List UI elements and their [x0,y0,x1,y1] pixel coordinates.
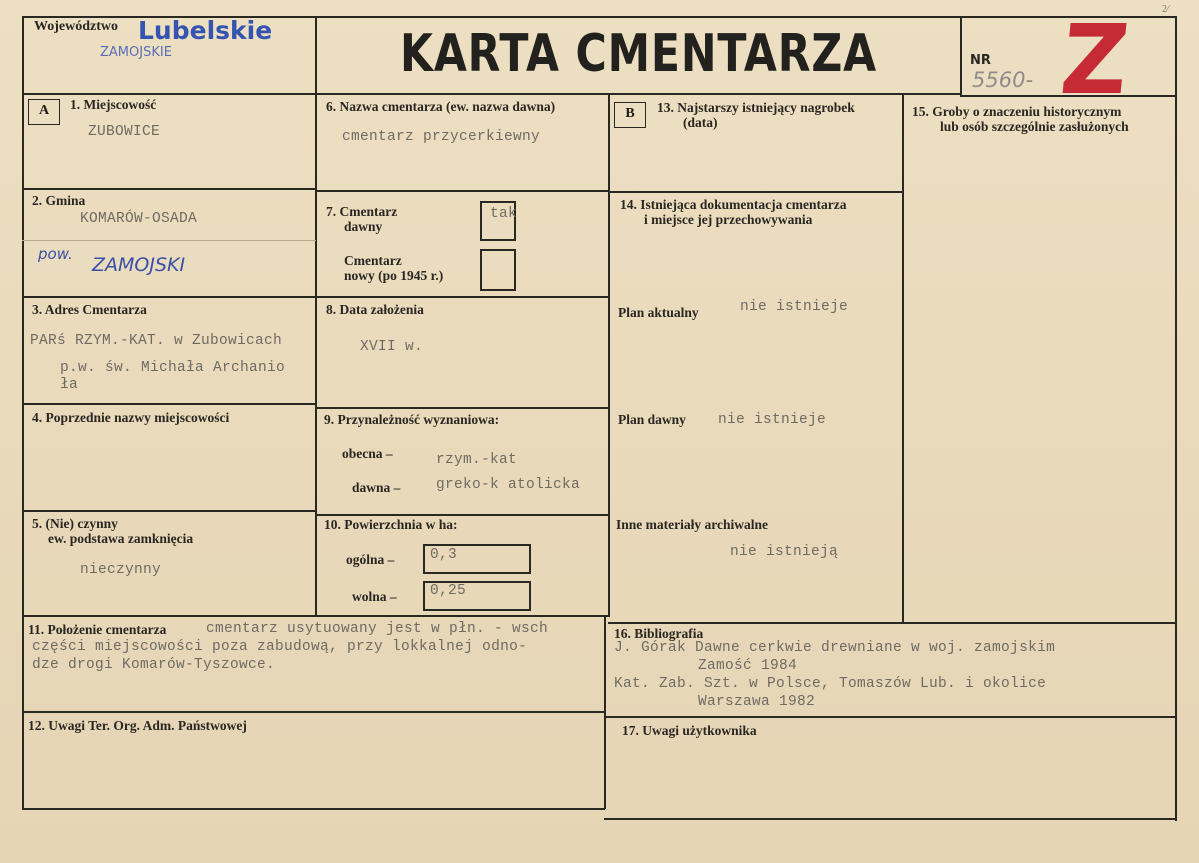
field-8-label: 8. Data założenia [326,302,424,317]
inne-materialy-value: nie istnieją [730,544,839,560]
field-11-line-2: części miejscowości poza zabudową, przy lokkalnej odno- [32,639,528,655]
page-title: KARTA CMENTARZA [400,24,877,84]
row-line-col1-4 [22,510,316,512]
field-13-label-2: (data) [683,115,718,130]
field-11-line-1: cmentarz usytuowany jest w płn. - wsch [206,621,549,637]
field-10-wolna-label: wolna – [352,589,397,604]
border-bottom-right [604,818,1177,820]
row-line-col3-1 [608,191,903,193]
field-16-label: 16. Bibliografia [614,626,704,641]
field-3-label: 3. Adres Cmentarza [32,302,147,317]
powiat-value: ZAMOJSKI [92,254,186,276]
field-6-label: 6. Nazwa cmentarza (ew. nazwa dawna) [326,99,556,114]
field-10-ogolna-label: ogólna – [346,552,395,567]
row-line-bottom-right [604,716,1177,718]
row-line-col2-2 [315,296,609,298]
field-11-line-3: dze drogi Komarów-Tyszowce. [32,657,276,673]
field-3-line-2: p.w. św. Michała Archanio [60,360,286,376]
field-10-label: 10. Powierzchnia w ha: [324,517,458,532]
field-6-value: cmentarz przycerkiewny [342,129,541,145]
field-3-line-3: ła [60,377,79,393]
field-10-wolna-value: 0,25 [430,583,467,599]
plan-aktualny-label: Plan aktualny [618,305,699,320]
field-2-value: KOMARÓW-OSADA [80,211,198,227]
section-tag-a: A [28,99,60,125]
row-line-col2-1 [315,190,609,192]
red-z-mark: Z [1056,4,1134,116]
wojewodztwo-label: Województwo [34,19,118,34]
field-9-obecna-label: obecna – [342,446,393,461]
field-5-label-1: 5. (Nie) czynny [32,516,118,531]
column-divider-a [315,93,317,616]
header-bottom-left [22,93,962,95]
plan-aktualny-value: nie istnieje [740,299,849,315]
wojewodztwo-sub-stamp: ZAMOJSKIE [100,45,172,60]
row-line-col3-2 [608,622,1177,624]
plan-dawny-label: Plan dawny [618,412,686,427]
field-16-line-1: J. Górak Dawne cerkwie drewniane w woj. zamojskim [614,640,1056,656]
row-line-col1-1 [22,188,316,190]
row-line-col2-3 [315,407,609,409]
border-left [22,16,24,809]
field-16-line-2: Zamość 1984 [698,658,798,674]
column-divider-c [902,95,904,623]
row-line-col2-4 [315,514,609,516]
section-tag-b: B [614,102,646,128]
field-7-nowy-label-1: Cmentarz [344,253,402,268]
field-9-obecna-value: rzym.-kat [436,452,518,468]
field-14-label-1: 14. Istniejąca dokumentacja cmentarza [620,197,847,212]
field-16-line-4: Warszawa 1982 [698,694,816,710]
field-10-ogolna-value: 0,3 [430,547,458,563]
nr-label: NR [970,53,991,68]
field-1-value: ZUBOWICE [88,124,161,140]
field-4-label: 4. Poprzednie nazwy miejscowości [32,410,230,425]
nr-value: 5560- [972,68,1034,92]
field-5-value: nieczynny [80,562,162,578]
field-11-label: 11. Położenie cmentarza [28,622,167,637]
field-9-label: 9. Przynależność wyznaniowa: [324,412,500,427]
field-17-label: 17. Uwagi użytkownika [622,723,757,738]
field-2-separator [22,240,316,241]
field-7-dawny-label-2: dawny [344,219,383,234]
powiat-prefix: pow. [38,245,73,263]
field-1-label: 1. Miejscowość [70,97,157,112]
field-7-dawny-value: tak [490,206,518,222]
field-7-nowy-label-2: nowy (po 1945 r.) [344,268,444,283]
field-9-dawna-value: greko-k atolicka [436,477,581,493]
row-line-col1-3 [22,403,316,405]
border-right [1175,16,1177,821]
field-14-label-2: i miejsce jej przechowywania [644,212,813,227]
row-line-col1-2 [22,296,316,298]
field-16-line-3: Kat. Zab. Szt. w Polsce, Tomaszów Lub. i okolice [614,676,1047,692]
wojewodztwo-stamp: Lubelskie [138,16,273,45]
field-15-label-1: 15. Groby o znaczeniu historycznym [912,104,1122,119]
field-3-line-1: PARś RZYM.-KAT. w Zubowicach [30,333,283,349]
inne-materialy-label: Inne materiały archiwalne [616,517,768,532]
row-line-wide [22,615,610,617]
plan-dawny-value: nie istnieje [718,412,827,428]
field-7-dawny-label-1: 7. Cmentarz [326,204,398,219]
row-line-bottom-left [22,711,605,713]
field-15-label-2: lub osób szczególnie zasłużonych [940,119,1129,134]
field-5-label-2: ew. podstawa zamknięcia [48,531,194,546]
header-divider-1 [315,16,317,94]
field-12-label: 12. Uwagi Ter. Org. Adm. Państwowej [28,718,247,733]
field-7-nowy-checkbox [480,249,516,291]
corner-note: 2⁄ [1162,4,1169,15]
border-bottom-left [22,808,605,810]
field-13-label-1: 13. Najstarszy istniejący nagrobek [657,100,855,115]
header-divider-2 [960,16,962,96]
column-divider-b [608,93,610,616]
field-8-value: XVII w. [360,339,424,355]
field-2-label: 2. Gmina [32,193,86,208]
field-9-dawna-label: dawna – [352,480,401,495]
